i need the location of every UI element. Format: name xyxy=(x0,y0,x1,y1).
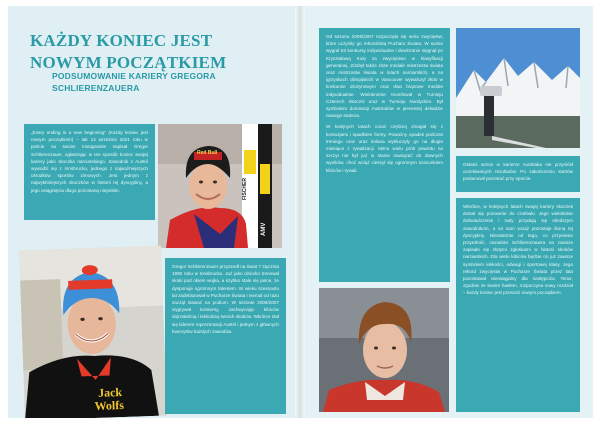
ski-brand-text-b: AMV xyxy=(261,222,267,236)
photo-young-athlete xyxy=(319,288,449,412)
photo-ski-jump-mountains xyxy=(456,28,580,148)
ski-brand-text: FISCHER xyxy=(242,178,248,200)
photo-athlete-helmet xyxy=(158,124,282,248)
records-paragraph-b: W kolejnych latach coraz częściej zmagał się z kontuzjami i spadkiem formy. Poważny upadek podczas treningu oraz uraz kolana wykluczyły go na długie miesiące z rywalizacji. Mimo wielu prób powrotu na szczyt nie był już w stanie nawiązać do dawnych wyników, choć wciąż cieszył się ogromnym szacunkiem kibiców i rywali. xyxy=(326,124,443,173)
records-paragraph: Od sezonu 2006/2007 rozpoczęła się seria zwycięstw, które uczyniły go rekordzistą Pucharu Świata. W sumie wygrał 53 konkursy indywidualne i dwukrotnie sięgnął po Kryształową Kulę za zwycięstwo w klasyfikacji generalnej. Zdobył także złote medale mistrzostw świata oraz mistrzostw świata w lotach narciarskich, a na igrzyskach olimpijskich w Vancouver wywalczył złoto w konkursie drużynowym oraz dwa brązowe medale indywidualnie. Wielokrotnie triumfował w Turnieju Czterech Skoczni oraz w Turnieju Nordyckim. Był symbolem dominacji Austriaków w pierwszej dekadzie nowego stulecia. xyxy=(326,34,443,119)
sponsor-text-line2: Wolfs xyxy=(94,397,125,413)
career-start-text-box xyxy=(165,258,286,414)
article-subtitle: PODSUMOWANIE KARIERY GREGORA SCHLIERENZAUERA xyxy=(52,71,216,93)
intro-paragraph: „Every ending is a new beginning” (Każdy koniec jest nowym początkiem) – tak 12 września 2021 roku w poście na swoim Instagramie napisał Gregor Schlierenzauer, ogłaszając w ten sposób koniec swojej kariery jako skoczka narciarskiego. Zawodnik z Austrii wywodzi się z Innsbrucku, jednego z najważniejszych ośrodków sportów zimowych. Jest jednym z najwybitniejszych skoczków w historii tej dyscypliny, a jego osiągnięcia długo pozostaną niepobite. xyxy=(31,130,148,193)
records-text-box xyxy=(319,28,450,282)
legacy-text-box xyxy=(456,198,580,412)
career-start-paragraph: Gregor Schlierenzauer przyszedł na świat 7 stycznia 1990 roku w Innsbrucku. Już jako dziecko trenował skoki pod okiem wujka, a szybko stało się jasne, że dysponuje ogromnym talentem. W wieku szesnastu lat zadebiutował w Pucharze Świata i niemal od razu zaczął stawać na podium. W sezonie 2006/2007 wygrywał konkursy, zachwycając kibiców dojrzałością i lekkością swoich skoków. Wkrótce stał się liderem reprezentacji Austrii i jednym z głównych faworytów każdych zawodów. xyxy=(172,264,279,334)
final-season-text-box xyxy=(456,156,580,192)
page-fold xyxy=(295,6,305,418)
legacy-paragraph: Wkrótce, w kolejnych latach swojej kariery skoczek dostał się ponownie do czołówki. Jego wieloletnie doświadczenie i rady przydają się młodszym zawodnikom, a on sam wciąż pozostaje ikoną tej dyscypliny. Niezależnie od tego, co przyniesie przyszłość, nazwisko Schlierenzauera na zawsze zapisało się złotymi zgłoskami w historii skoków narciarskich. Dla wielu kibiców będzie on już zawsze symbolem lekkości, odwagi i sportowej klasy. Jego rekord zwycięstw w Pucharze Świata przez lata pozostawał nieosiągalny dla następców. Teraz, zgodnie ze swoim hasłem, rozpoczyna nowy rozdział – każdy koniec jest przecież nowym początkiem. xyxy=(463,204,573,296)
photo-athlete-blue-hat xyxy=(19,246,167,418)
sponsor-text-line1: Jack xyxy=(97,385,123,400)
helmet-brand-text: Red Bull xyxy=(197,150,218,156)
right-page xyxy=(305,6,593,418)
final-season-paragraph: Ostatni sezon w karierze Austriaka nie przyniósł oczekiwanych rezultatów. Po zakończeniu startów postanowił pozostać przy sporcie. xyxy=(463,162,573,182)
left-page xyxy=(8,6,295,418)
intro-text-box xyxy=(24,124,155,220)
article-title: KAŻDY KONIEC JEST NOWYM POCZĄTKIEM xyxy=(30,31,227,72)
